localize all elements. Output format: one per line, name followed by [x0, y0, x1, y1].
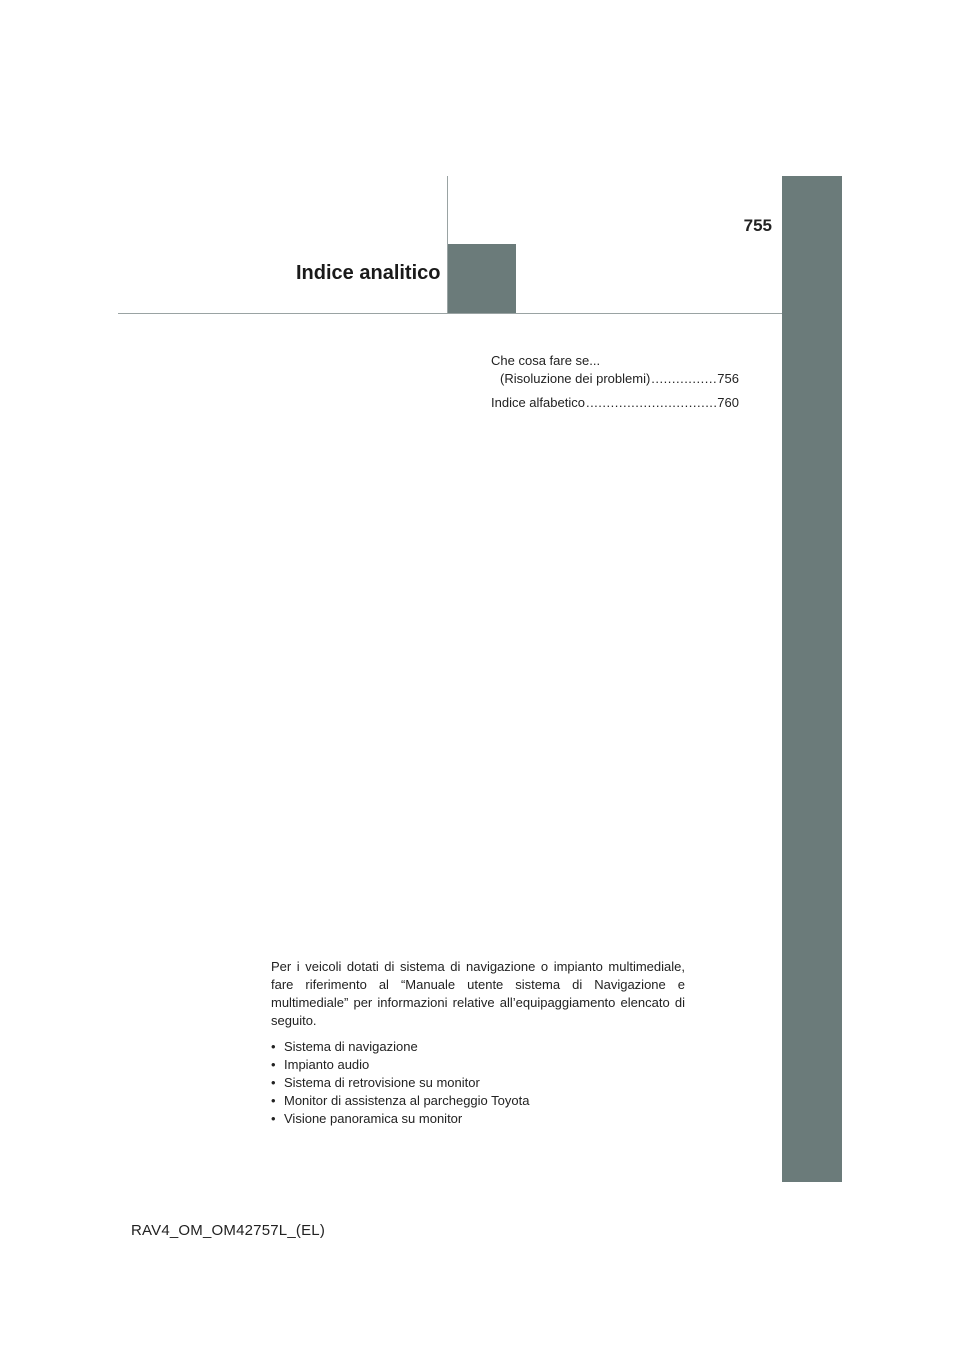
toc-item-subtitle: (Risoluzione dei problemi) [500, 371, 651, 386]
bullet-icon: • [271, 1057, 276, 1072]
toc-item-title: Indice alfabetico [491, 395, 585, 410]
list-item-text: Sistema di retrovisione su monitor [284, 1075, 480, 1090]
note-paragraph: Per i veicoli dotati di sistema di navigazione o impianto multimediale, fare riferimento al “Manuale utente sistema di Navigazione e multimediale” per informazioni relative all’equipaggiamento elencato di seguito. [271, 959, 685, 1028]
list-item [271, 1110, 685, 1128]
list-item-text: Visione panoramica su monitor [284, 1111, 463, 1126]
section-title: Indice analitico [296, 262, 441, 284]
list-item-text: Monitor di assistenza al parcheggio Toyota [284, 1093, 530, 1108]
side-thumb-tab [782, 176, 842, 1182]
list-item-text: Sistema di navigazione [284, 1039, 418, 1054]
toc-item-alphabetical-index[interactable] [491, 394, 739, 412]
bullet-icon: • [271, 1111, 276, 1126]
equipment-list [271, 1038, 685, 1128]
navigation-system-note [271, 958, 685, 1128]
toc-page-number: 756 [717, 371, 739, 386]
list-item-text: Impianto audio [284, 1057, 370, 1072]
header-accent-block [448, 244, 516, 314]
list-item [271, 1038, 685, 1056]
bullet-icon: • [271, 1039, 276, 1054]
list-item [271, 1092, 685, 1110]
list-item [271, 1056, 685, 1074]
page-number: 755 [743, 216, 772, 235]
header-horizontal-rule [118, 313, 782, 314]
toc-leader-dots [586, 394, 716, 412]
toc-leader-dots [651, 370, 716, 388]
footer-document-code: RAV4_OM_OM42757L_(EL) [131, 1222, 326, 1239]
toc-item-troubleshooting[interactable] [491, 352, 739, 388]
toc-item-title: Che cosa fare se... [491, 353, 601, 368]
list-item [271, 1074, 685, 1092]
toc-page-number: 760 [717, 395, 739, 410]
bullet-icon: • [271, 1093, 276, 1108]
bullet-icon: • [271, 1075, 276, 1090]
table-of-contents [491, 352, 739, 418]
